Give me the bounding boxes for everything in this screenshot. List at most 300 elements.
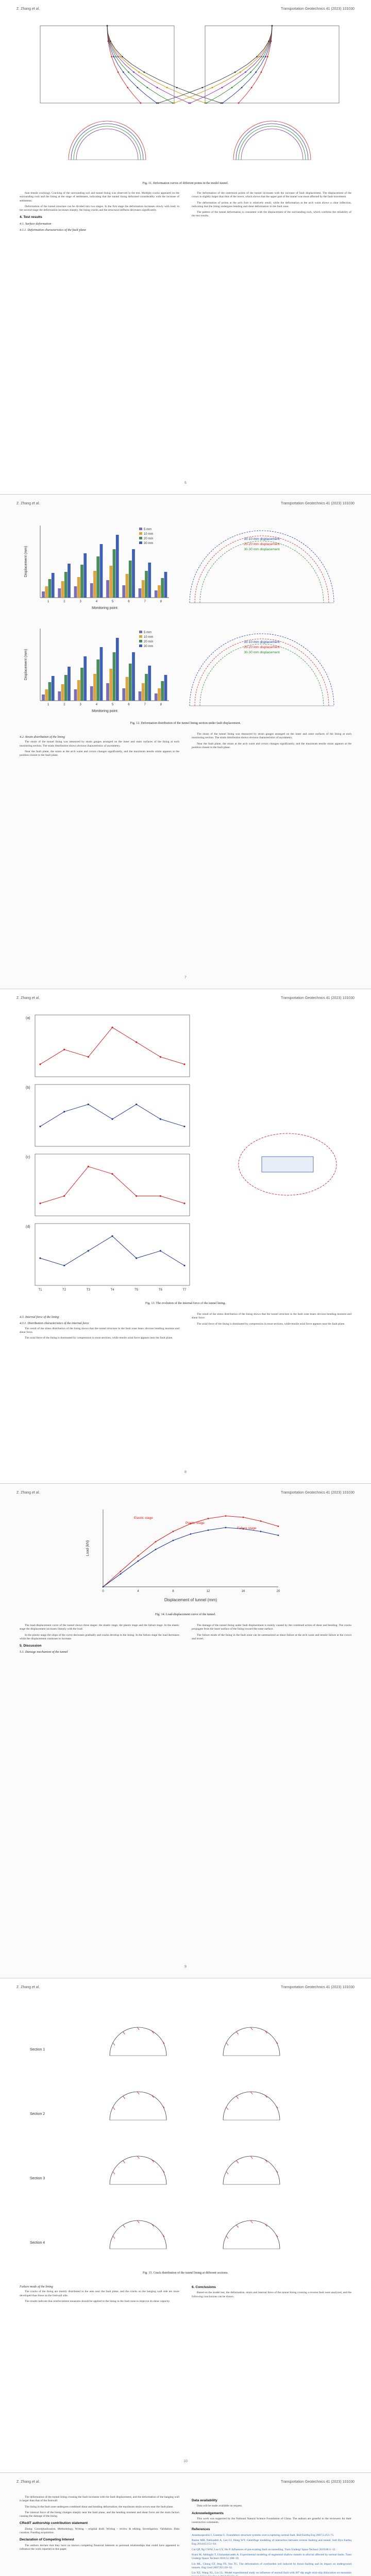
force-panel [26, 1015, 190, 1077]
series-point [201, 87, 203, 89]
series-point [241, 87, 243, 89]
contour-label: 10-10 mm displacement [244, 537, 280, 541]
page-number: 10 [183, 2460, 188, 2463]
crack-mark [137, 2221, 139, 2223]
text-column-right [192, 733, 351, 975]
text-column-right [192, 2282, 351, 2458]
bar [83, 656, 87, 701]
figure-13 [20, 1010, 351, 1298]
inset-block [262, 1157, 313, 1172]
page-4 [0, 1484, 371, 1978]
x-tick-label: 7 [144, 600, 146, 603]
lining-outline [223, 2156, 280, 2184]
bar [142, 683, 145, 701]
bar [100, 647, 103, 701]
bar [132, 652, 135, 701]
header-authors: Z. Zhang et al. [16, 502, 40, 505]
crack-diagram [223, 2221, 280, 2249]
crack-mark [123, 2096, 125, 2099]
page-1 [0, 0, 371, 495]
bar [126, 574, 129, 598]
lining-contour [74, 126, 141, 160]
text-column-right [192, 1624, 351, 1964]
load-displacement-line [103, 1528, 278, 1587]
section-heading: CRediT authorship contribution statement [20, 2521, 88, 2526]
crack-mark [226, 2172, 228, 2174]
x-tick-label: 4 [137, 1590, 139, 1593]
crack-mark [250, 2092, 252, 2094]
series-point [251, 87, 252, 89]
legend-swatch [139, 537, 142, 539]
bar [164, 572, 167, 598]
figure-12 [20, 515, 351, 716]
bar [164, 675, 167, 701]
reference-item[interactable]: Liu XZ, Wang XL, Lin LL. Model experimental study on influence of normal fault with 60° dip angle stick-slip dislocation on mountain [192, 2571, 351, 2575]
subsection-heading: Failure mode of the lining [20, 2285, 53, 2289]
ring-bottom [190, 634, 334, 706]
internal-force-line [40, 1105, 184, 1127]
x-tick-label: 4 [95, 703, 98, 706]
crack-mark [113, 2236, 115, 2239]
data-point [63, 1265, 65, 1266]
crack-mark [123, 2225, 125, 2228]
paragraph: The cracks of the lining are mainly distributed in the area near the fault plane, and the cracks on the hanging wall side are more developed than those on the footwall side. [20, 2290, 179, 2297]
subsection-heading: 4.2. Strain distribution of the lining [20, 735, 65, 739]
bar [68, 564, 71, 598]
series-point [256, 56, 258, 58]
text-column-right [192, 2496, 351, 2576]
force-panel [26, 1154, 190, 1216]
internal-force-line [40, 1236, 184, 1265]
series-point [261, 56, 262, 58]
section-heading: Data availability [192, 2499, 217, 2502]
x-tick-label: 3 [79, 600, 81, 603]
paragraph: The lining in the fault zone undergoes combined shear and bending deformation; the maximum strain occurs near the fault plane. [25, 2505, 174, 2509]
text-column-left [20, 192, 179, 480]
bar [52, 573, 55, 598]
data-point [63, 1111, 65, 1112]
paragraph: The result of the stress distribution of the lining shows that the tunnel structure in the fault zone bears obvious bending moment and shear force. [20, 1327, 179, 1334]
bar [74, 586, 77, 598]
plot-frame [40, 26, 174, 103]
series-point [268, 41, 269, 42]
bar [68, 667, 71, 701]
crack-diagram [110, 2156, 166, 2184]
paragraph: Near the fault plane, the strain at the arch waist and crown changes significantly, and the maximum tensile strain appears at the position closest to the fault plane. [192, 742, 351, 749]
fig11-svg [20, 21, 351, 175]
paragraph: In the plastic stage the slope of the curve decreases gradually and cracks develop in the lining. In the failure stage the load decreases while the displacement continues to increase. [20, 1633, 179, 1640]
series-point [222, 103, 223, 104]
paragraph: Deformation of the tunnel structure can be divided into two stages. In the first stage the deformation increases slowly with load; in the second stage the deformation increases sharply, the lining cracks and the structural stiffness decreases significantly. [20, 205, 179, 212]
reference-item[interactable]: Cai QP, Ng CWW, Luo GY, Hu P. Influences of pre-existing fault on tunnelling. Tunn Undergr Space Technol 2019;86:1–12. [192, 2548, 336, 2551]
bar [64, 572, 68, 598]
x-tick-label: 8 [160, 600, 162, 603]
bar [45, 586, 48, 598]
bar [45, 689, 48, 701]
bar [93, 571, 96, 598]
data-point [243, 1517, 244, 1518]
bar [148, 666, 151, 701]
x-tick-label: 16 [241, 1590, 245, 1593]
x-axis-label: Monitoring point [92, 709, 117, 713]
bar [122, 585, 125, 598]
section-heading: 4. Test results [20, 215, 42, 219]
header-authors: Z. Zhang et al. [16, 7, 40, 11]
series-point [272, 25, 273, 27]
figure-11 [20, 21, 351, 175]
series-point [120, 56, 121, 58]
series-point [115, 56, 117, 58]
paragraph: The axial force of the lining is dominated by compression in most sections, while tensile axial force appears near the fault plane. [25, 1336, 173, 1340]
bar [132, 549, 135, 598]
figure-caption: Fig. 12. Deformation distribution of the tunnel lining section under fault displacement. [130, 721, 241, 725]
crack-mark [162, 2106, 164, 2108]
series-point [166, 87, 168, 89]
bar [139, 588, 142, 598]
fig12-svg [20, 515, 351, 716]
crack-diagram [223, 2156, 280, 2184]
y-axis-label: Load (kN) [86, 1540, 90, 1556]
crack-mark [276, 2170, 278, 2173]
series-point [238, 103, 240, 104]
bar [155, 693, 158, 701]
data-point [88, 1104, 89, 1105]
bar [145, 674, 148, 701]
stage-annotation: Plastic stage [185, 1521, 205, 1525]
series-point [137, 87, 139, 89]
series-point [255, 72, 257, 73]
crack-mark [162, 2234, 164, 2237]
data-point [260, 1520, 262, 1522]
legend-label: 10 mm [144, 533, 154, 536]
ring-diagram-right [233, 121, 311, 160]
series-point [172, 103, 174, 104]
data-point [160, 1250, 161, 1251]
series-point [107, 25, 108, 27]
page-2 [0, 495, 371, 989]
series-point [133, 72, 134, 73]
series-point [123, 72, 124, 73]
figure-caption: Fig. 13. The evolution of the internal force of the tunnel lining. [145, 1301, 226, 1305]
crack-diagram [110, 2027, 166, 2056]
header-authors: Z. Zhang et al. [16, 1986, 40, 1989]
reference-item[interactable]: Anastasopoulos I, Gazetas G. Foundation–structure systems over a rupturing normal fault. Bull Earthq Eng 2007;5:253–75. [192, 2533, 334, 2537]
crack-mark [137, 2156, 139, 2159]
legend-label: 30 mm [144, 645, 154, 648]
subsection-heading: 4.1.1. Deformation characteristics of the fault plane [20, 228, 87, 232]
bar [142, 580, 145, 598]
crack-mark [237, 2225, 239, 2228]
x-tick-label: 12 [206, 1590, 210, 1593]
deformation-series-line [107, 26, 189, 103]
paragraph: The internal force of the lining changes sharply near the fault plane, and the bending moment and shear force are the main factors causing the damage of the lining. [20, 2511, 179, 2518]
page-number: 6 [184, 481, 187, 485]
x-tick-label: 5 [111, 703, 114, 706]
paragraph: Near the fault plane, the strain at the arch waist and crown changes significantly, and the maximum tensile strain appears at the position closest to the fault plane. [20, 750, 179, 757]
crack-mark [123, 2032, 125, 2035]
text-column-right [192, 1313, 351, 1467]
force-panel [26, 1084, 190, 1146]
displacement-contour [190, 634, 334, 706]
bar [61, 581, 64, 598]
data-point [278, 1526, 279, 1527]
x-tick-label: 8 [172, 1590, 174, 1593]
data-point [173, 1531, 174, 1532]
crack-mark [250, 2156, 252, 2159]
data-point [183, 1265, 185, 1266]
x-tick-label: T5 [134, 1289, 139, 1292]
paragraph: The deformation of points at the arch foot is relatively small, while the deformation at the arch waist shows a clear inflection, indicating that the lining undergoes bending and shear deformation in the fault zone. [192, 201, 351, 208]
data-point [136, 1041, 137, 1043]
header-authors: Z. Zhang et al. [16, 996, 40, 1000]
fig13-svg [20, 1010, 351, 1298]
series-point [156, 103, 158, 104]
series-point [140, 103, 142, 104]
bar [158, 585, 161, 598]
series-point [158, 103, 159, 104]
header-journal: Transportation Geotechnics 41 (2023) 101030 [281, 1986, 355, 1989]
lining-outline [110, 2092, 166, 2120]
bar [74, 689, 77, 701]
x-tick-label: 4 [95, 600, 98, 603]
data-point [88, 1056, 89, 1058]
data-point [120, 1571, 122, 1572]
y-axis-label: Displacement (mm) [24, 546, 28, 578]
data-point [136, 1258, 137, 1259]
series-point [110, 41, 111, 42]
data-point [183, 1126, 185, 1127]
deformation-plot-right [158, 25, 339, 104]
series-point [122, 56, 123, 58]
bar [93, 674, 96, 701]
series-point [231, 87, 233, 89]
subsection-heading: 4.1. Surface deformation [20, 222, 52, 226]
bar [113, 652, 116, 701]
crack-mark [276, 2234, 278, 2237]
data-point [160, 1195, 161, 1197]
reference-item[interactable]: Baziar MH, Nabizadeh A, Lee CJ, Hung WY. Centrifuge modeling of interaction between reverse faulting and tunnel. Soil Dyn Earthq Eng 2014;65:151–64. [192, 2539, 351, 2546]
section-heading: 6. Conclusions [192, 2285, 216, 2289]
crack-mark [226, 2043, 228, 2045]
x-tick-label: T2 [62, 1289, 66, 1292]
paragraph: The failure mode of the lining in the fault zone can be summarized as shear failure at the arch waist and tensile failure at the crown and invert. [192, 1633, 351, 1640]
bar [129, 561, 132, 598]
x-tick-label: T1 [38, 1289, 42, 1292]
bar [64, 675, 68, 701]
header-journal: Transportation Geotechnics 41 (2023) 101030 [281, 7, 355, 11]
paragraph: The strain of the tunnel lining was measured by strain gauges arranged on the inner and outer surfaces of the lining at each monitoring section. The strain distribution shows obvious characteristics of asymmetry. [192, 733, 351, 740]
crack-mark [123, 2161, 125, 2163]
deformation-series-line [207, 26, 272, 103]
reference-item[interactable]: Kiani M, Akhlaghi T, Ghalandarzadeh A. Experimental modeling of segmental shallow tunnels in alluvial affected by normal faults. Tunn Undergr Space Technol 2016;51:108–19. [192, 2553, 351, 2561]
lining-outline [223, 2221, 280, 2249]
bar [58, 691, 61, 701]
x-tick-label: 1 [47, 703, 49, 706]
bar [42, 591, 45, 598]
x-tick-label: 6 [128, 600, 130, 603]
bar [116, 638, 119, 701]
bar [122, 688, 125, 701]
deformation-series-line [107, 26, 141, 103]
series-point [206, 103, 207, 104]
page-5 [0, 1978, 371, 2473]
crack-mark [250, 2027, 252, 2030]
paragraph: The pattern of the tunnel deformation is consistent with the displacement of the surrounding rock, which confirms the reliability of the test results. [192, 211, 351, 218]
page-number: 8 [184, 1470, 187, 1474]
bar [96, 556, 99, 598]
crack-mark [137, 2092, 139, 2094]
data-point [63, 1195, 65, 1197]
bar [80, 668, 83, 701]
paragraph: The result of the stress distribution of the lining shows that the tunnel structure in the fault zone bears obvious bending moment and shear force. [192, 1313, 351, 1320]
legend-label: 5 mm [144, 528, 151, 531]
data-point [39, 1258, 41, 1259]
crack-mark [237, 2161, 239, 2163]
reference-item[interactable]: Lin ML, Chung CF, Jeng FS, Yao TC. The deformation of overburden soil induced by thrust faulting and its impact on underground tunnels. Eng Geol 2007;92:110–32. [192, 2562, 351, 2569]
paragraph: The deformation of the tunnel lining crossing the fault increases with the fault displacement, and the deformation of the hanging wall is larger than that of the footwall. [20, 2496, 179, 2503]
legend-swatch [139, 528, 142, 530]
data-point [160, 1118, 161, 1120]
running-header [0, 7, 371, 14]
legend-label: 10 mm [144, 636, 154, 639]
bar [42, 694, 45, 701]
bar [77, 680, 80, 701]
force-panel [26, 1224, 190, 1292]
bar [77, 577, 80, 598]
bar [158, 688, 161, 701]
fig15-svg [20, 1999, 351, 2267]
header-authors: Z. Zhang et al. [16, 1491, 40, 1495]
data-point [63, 1049, 65, 1050]
contour-label: 30-30 mm displacement [244, 651, 280, 654]
text-column-left [20, 2282, 179, 2458]
fig14-svg [82, 1504, 289, 1607]
text-column-left [20, 1624, 179, 1964]
paragraph: The strain of the tunnel lining was measured by strain gauges arranged on the inner and outer surfaces of the lining at each monitoring section. The strain distribution shows obvious characteristics of asymmetry. [20, 740, 179, 748]
bar [90, 686, 93, 701]
panel-label: (b) [26, 1086, 30, 1090]
data-point [173, 1540, 174, 1541]
data-point [39, 1202, 41, 1204]
data-point [39, 1126, 41, 1127]
data-point [120, 1573, 122, 1575]
data-point [208, 1530, 209, 1531]
section-label: Section 4 [30, 2241, 45, 2245]
data-point [88, 1250, 89, 1251]
data-point [160, 1056, 161, 1058]
data-point [111, 1118, 113, 1120]
series-point [157, 87, 158, 89]
lining-outline [223, 2027, 280, 2056]
bar [58, 588, 61, 598]
series-point [267, 56, 268, 58]
paragraph: This work was supported by the National Natural Science Foundation of China. The authors are grateful to the reviewers for their constructive comments. [192, 2517, 351, 2524]
crack-diagram [110, 2092, 166, 2120]
crack-mark [237, 2032, 239, 2035]
paragraph: Data will be made available on request. [197, 2504, 243, 2508]
panel-label: (a) [26, 1016, 30, 1020]
lining-outline [110, 2027, 166, 2056]
bar [90, 583, 93, 598]
data-point [190, 1533, 192, 1535]
paragraph: Based on the model test, the deformation, strain and internal force of the tunnel lining crossing a reverse fault were analyzed, and the following conclusions can be drawn. [192, 2291, 351, 2298]
lining-contour [241, 129, 303, 160]
bar [96, 659, 99, 701]
paragraph: The load-displacement curve of the tunnel shows three stages: the elastic stage, the plastic stage and the failure stage. In the elastic stage the displacement increases linearly with the load. [20, 1624, 179, 1631]
paragraph: The axial force of the lining is dominated by compression in most sections, while tensile axial force appears near the fault plane. [197, 1322, 345, 1326]
crack-mark [237, 2096, 239, 2099]
x-tick-label: 2 [63, 703, 65, 706]
data-point [103, 1586, 104, 1588]
series-point [250, 72, 251, 73]
data-point [155, 1549, 157, 1550]
series-point [117, 72, 119, 73]
data-point [111, 1027, 113, 1028]
series-point [222, 87, 223, 89]
series-point [147, 87, 148, 89]
running-header [0, 996, 371, 1004]
ring-diagram-left [69, 121, 146, 160]
crack-diagram [223, 2092, 280, 2120]
data-point [138, 1555, 139, 1557]
bar-chart-top [24, 526, 169, 610]
crack-mark [226, 2236, 228, 2239]
crack-mark [137, 2027, 139, 2030]
contour-label: 10-10 mm displacement [244, 640, 280, 644]
crack-mark [113, 2107, 115, 2110]
bar [83, 553, 87, 598]
deformation-series-line [174, 26, 272, 103]
figure-caption: Fig. 15. Crack distribution of the tunnel lining at different sections. [142, 2271, 229, 2275]
displacement-contour [190, 531, 334, 603]
crack-diagram [110, 2221, 166, 2249]
data-point [260, 1531, 262, 1532]
bar [145, 571, 148, 598]
figure-caption: Fig. 11. Deformation curves of different points in the model tunnel. [142, 181, 229, 185]
bar [106, 580, 109, 598]
data-point [111, 1235, 113, 1237]
legend-swatch [139, 631, 142, 633]
paragraph: The deformation of the outermost points of the tunnel increases with the increase of fault displacement. The displacement of the crown is slightly larger than that of the invert, which shows that the upper part of the tunnel was more affected by the fault movement. [192, 192, 351, 199]
deformation-series-line [239, 26, 272, 103]
header-journal: Transportation Geotechnics 41 (2023) 101030 [281, 2480, 355, 2484]
data-point [155, 1541, 157, 1543]
panel-label: (d) [26, 1225, 30, 1229]
section-label: Section 3 [30, 2177, 45, 2180]
section-heading: Acknowledgements [192, 2511, 224, 2515]
lining-outline [110, 2221, 166, 2249]
series-point [188, 103, 190, 104]
series-point [258, 56, 260, 58]
legend-label: 5 mm [144, 631, 151, 634]
legend-label: 20 mm [144, 640, 154, 643]
data-point [138, 1561, 139, 1562]
series-point [174, 103, 175, 104]
running-header [0, 2480, 371, 2487]
legend-swatch [139, 645, 142, 647]
data-point [208, 1518, 209, 1519]
plot-frame [205, 26, 339, 103]
text-column-left [20, 2496, 179, 2576]
bar [109, 669, 112, 701]
header-journal: Transportation Geotechnics 41 (2023) 101030 [281, 996, 355, 1000]
section-heading: Declaration of Competing Interest [20, 2538, 74, 2542]
text-column-left [20, 1313, 179, 1467]
series-point [117, 56, 119, 58]
running-header [0, 1491, 371, 1498]
paragraph: Zhang: Conceptualization, Methodology, Writing – original draft. Writing – review & editing. Investigation. Validation. Data curation. Funding acquisition. [20, 2527, 179, 2535]
header-authors: Z. Zhang et al. [16, 2480, 40, 2484]
